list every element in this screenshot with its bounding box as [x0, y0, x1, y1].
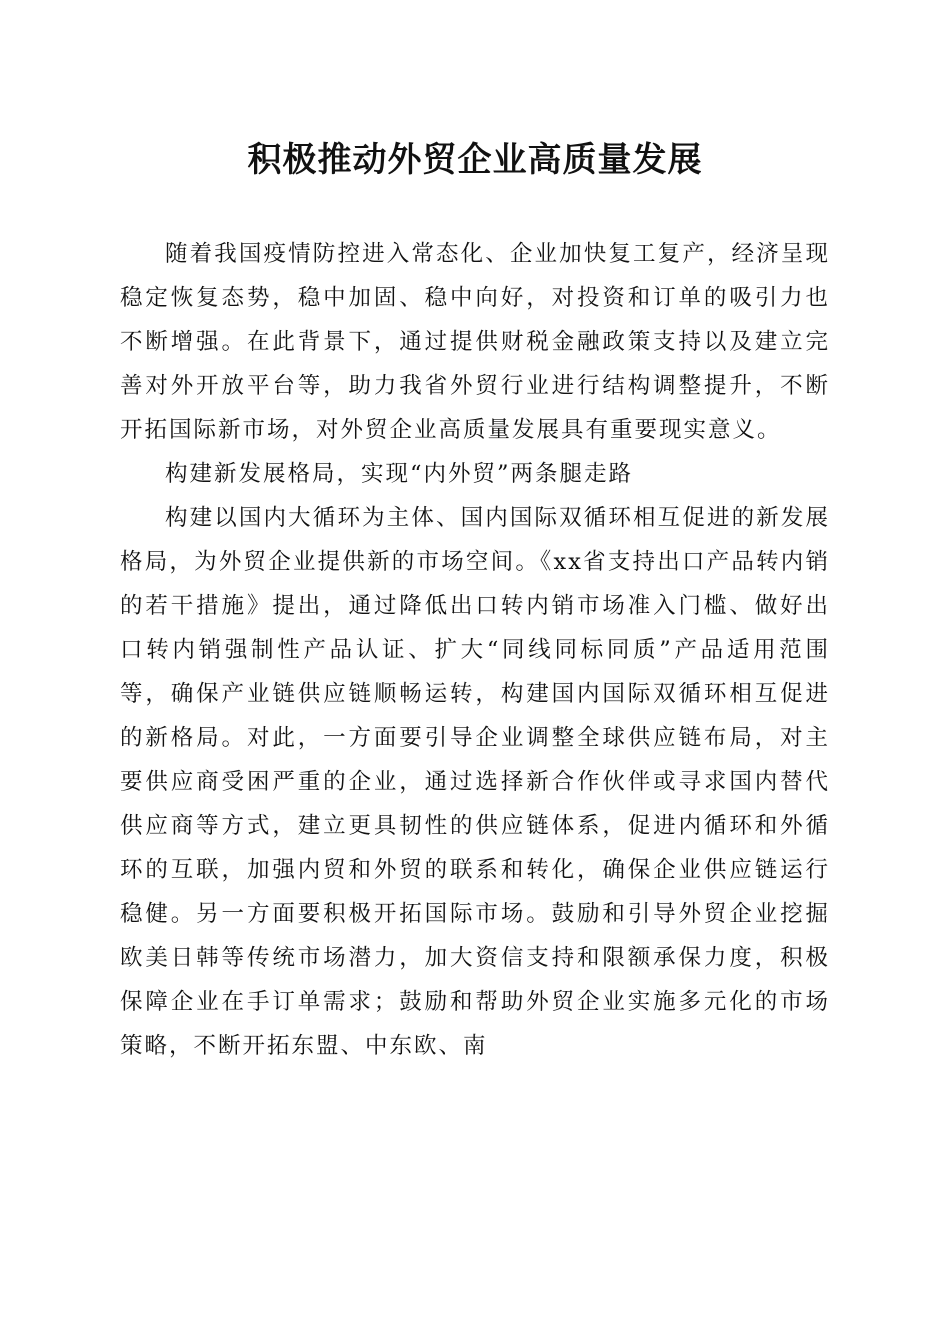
document-title: 积极推动外贸企业高质量发展 — [247, 140, 703, 180]
document-body — [120, 232, 830, 1068]
section-paragraph: 构建以国内大循环为主体、国内国际双循环相互促进的新发展格局，为外贸企业提供新的市场空间。《xx省支持出口产品转内销的若干措施》提出，通过降低出口转内销市场准入门槛、做好出口转内销强制性产品认证、扩大“同线同标同质”产品适用范围等，确保产业链供应链顺畅运转，构建国内国际双循环相互促进的新格局。对此，一方面要引导企业调整全球供应链布局，对主要供应商受困严重的企业，通过选择新合作伙伴或寻求国内替代供应商等方式，建立更具韧性的供应链体系，促进内循环和外循环的互联，加强内贸和外贸的联系和转化，确保企业供应链运行稳健。另一方面要积极开拓国际市场。鼓励和引导外贸企业挖掘欧美日韩等传统市场潜力，加大资信支持和限额承保力度，积极保障企业在手订单需求；鼓励和帮助外贸企业实施多元化的市场策略，不断开拓东盟、中东欧、南 — [120, 505, 830, 1059]
section-heading: 构建新发展格局，实现“内外贸”两条腿走路 — [165, 461, 634, 487]
intro-paragraph: 随着我国疫情防控进入常态化、企业加快复工复产，经济呈现稳定恢复态势，稳中加固、稳中向好，对投资和订单的吸引力也不断增强。在此背景下，通过提供财税金融政策支持以及建立完善对外开放平台等，助力我省外贸行业进行结构调整提升，不断开拓国际新市场，对外贸企业高质量发展具有重要现实意义。 — [120, 241, 830, 443]
